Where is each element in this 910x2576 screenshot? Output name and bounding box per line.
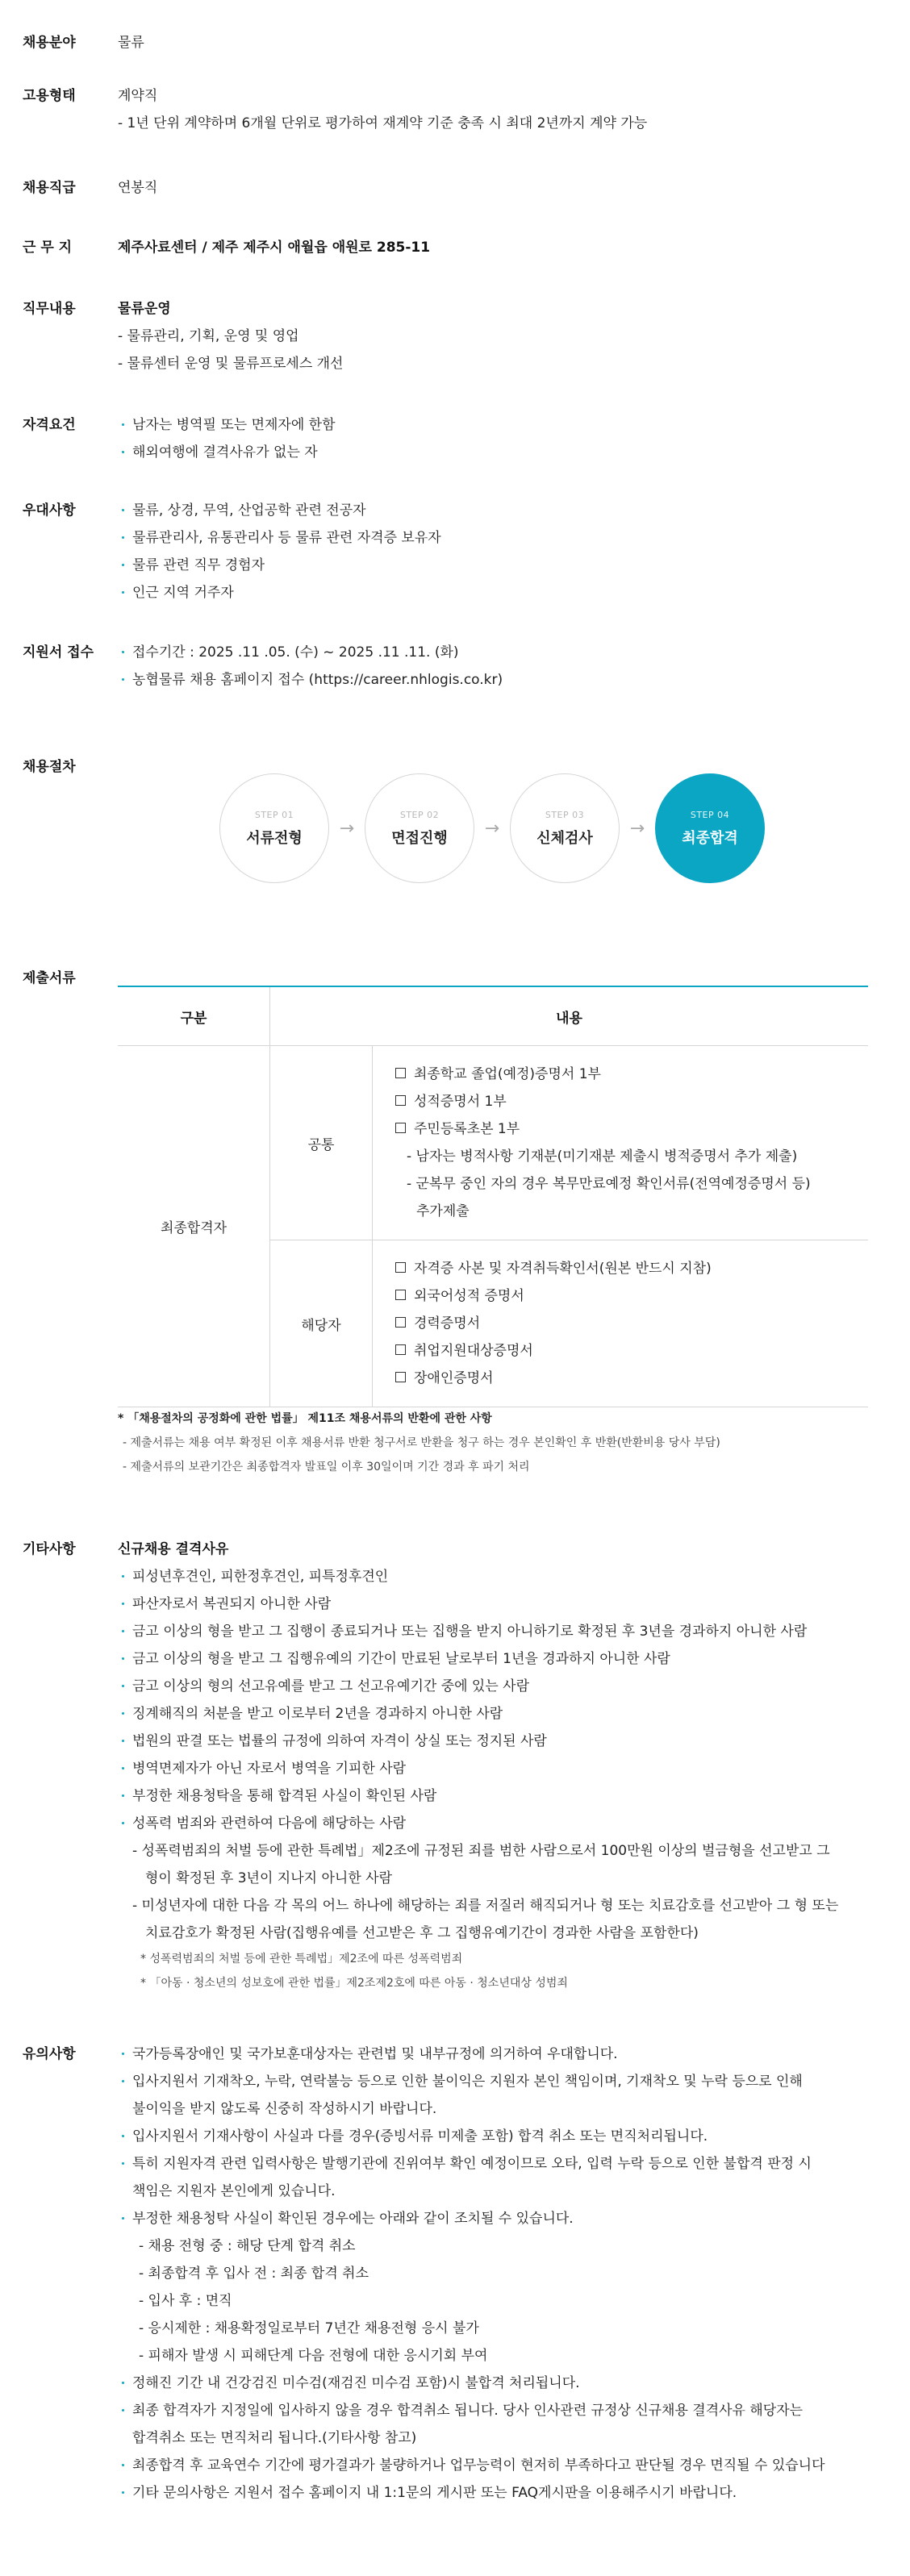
checkbox-icon [395,1262,406,1273]
qualification-item: 남자는 병역필 또는 면제자에 한함 [118,411,886,439]
checkbox-icon [395,1372,406,1382]
document-item: 취업지원대상증명서 [414,1343,533,1359]
section-application [23,639,886,694]
preference-item: 인근 지역 거주자 [118,579,886,606]
process-steps [219,768,865,889]
notice-item: 합격취소 또는 면직처리 됩니다.(기타사항 참고) [132,2430,417,2446]
application-website[interactable]: 농협물류 채용 홈페이지 접수 (https://career.nhlogis.co.kr) [118,666,886,694]
duties-item: - 물류관리, 기획, 운영 및 영업 [118,328,299,344]
document-item: 외국어성적 증명서 [414,1288,524,1304]
section-recruit-field [23,29,886,56]
column-header-type: 구분 [118,986,270,1046]
document-note: - 남자는 병적사항 기재분(미기재분 제출시 병적증명서 추가 제출) [407,1148,798,1165]
notice-item: 기타 문의사항은 지원서 접수 홈페이지 내 1:1문의 게시판 또는 FAQ게시판을 이용해주시기 바랍니다. [118,2479,886,2507]
notice-item: 최종 합격자가 지정일에 입사하지 않을 경우 합격취소 됩니다. 당사 인사관련 규정상 신규채용 결격사유 해당자는 [118,2397,886,2424]
notice-item: - 채용 전형 중 : 해당 단계 합격 취소 [139,2238,356,2254]
disqualification-subitem: 치료감호가 확정된 사람(집행유예를 선고받은 후 그 집행유예기간이 경과한 사람을 포함한다) [145,1925,699,1941]
row-label-applicable: 해당자 [270,1240,373,1407]
step-document-screening [219,773,329,883]
disqualification-subitem: 형이 확정된 후 3년이 지나지 아니한 사람 [145,1870,392,1886]
table-header-row [118,986,868,1046]
recruit-field-value: 물류 [118,35,144,51]
step-final-pass [655,773,765,883]
arrow-right-icon: → [339,818,355,839]
section-label: 채용직급 [23,180,76,196]
checkbox-icon [395,1290,406,1300]
notice-item: 불이익을 받지 않도록 신중히 작성하시기 바랍니다. [132,2101,437,2117]
notice-item: - 피해자 발생 시 피해단계 다음 전형에 대한 응시기회 부여 [139,2348,488,2364]
notice-item: 책임은 지원자 본인에게 있습니다. [132,2183,336,2199]
disqualification-item: 법원의 판결 또는 법률의 규정에 의하여 자격이 상실 또는 정지된 사람 [118,1728,886,1755]
preference-item: 물류 관련 직무 경험자 [118,552,886,579]
disqualification-subitem: - 성폭력범죄의 처벌 등에 관한 특례법」제2조에 규정된 죄를 범한 사람으로서 100만원 이상의 벌금형을 선고받고 그 [132,1843,830,1859]
duties-head: 물류운영 [118,301,171,317]
step-number: STEP 03 [545,809,585,820]
section-duties [23,295,886,377]
section-label: 직무내용 [23,301,76,317]
disqualification-item: 금고 이상의 형을 받고 그 집행이 종료되거나 또는 집행을 받지 아니하기로 확정된 후 3년을 경과하지 아니한 사람 [118,1618,886,1645]
step-medical-check [510,773,620,883]
step-title: 신체검사 [536,829,593,847]
notice-item: - 최종합격 후 입사 전 : 최종 합격 취소 [139,2265,369,2282]
section-label: 제출서류 [23,970,76,986]
row-group-final-pass: 최종합격자 [118,1046,270,1407]
step-number: STEP 01 [254,809,294,820]
documents-table [118,986,868,1407]
step-title: 서류전형 [246,829,303,847]
section-workplace [23,234,886,261]
document-note: - 군복무 중인 자의 경우 복무만료예정 확인서류(전역예정증명서 등) [407,1176,811,1192]
applicable-documents [373,1240,869,1407]
section-notice [23,2040,886,2507]
employment-type-value: 계약직 [118,88,158,104]
table-row [118,1046,868,1240]
step-title: 최종합격 [682,829,738,847]
checkbox-icon [395,1344,406,1355]
documents-note: - 제출서류는 채용 여부 확정된 이후 채용서류 반환 청구서로 반환을 청구 하는 경우 본인확인 후 반환(반환비용 당사 부담) [123,1436,720,1449]
section-label: 지원서 접수 [23,644,94,661]
step-title: 면접진행 [391,829,448,847]
footnote: * 「아동 · 청소년의 성보호에 관한 법률」제2조제2호에 따른 아동 · 청소년대상 성범죄 [140,1977,568,1990]
disqualification-item: 징계해직의 처분을 받고 이로부터 2년을 경과하지 아니한 사람 [118,1700,886,1728]
section-label: 근 무 지 [23,240,73,256]
disqualification-item: 금고 이상의 형을 받고 그 집행유예의 기간이 만료된 날로부터 1년을 경과하지 아니한 사람 [118,1645,886,1673]
notice-item: 부정한 채용청탁 사실이 확인된 경우에는 아래와 같이 조치될 수 있습니다. [118,2205,886,2232]
section-label: 유의사항 [23,2046,76,2062]
notice-list [118,2040,886,2507]
document-item: 자격증 사본 및 자격취득확인서(원본 반드시 지참) [414,1261,712,1277]
documents-note: - 제출서류의 보관기간은 최종합격자 발표일 이후 30일이며 기간 경과 후 파기 처리 [123,1461,530,1473]
document-item: 장애인증명서 [414,1370,494,1386]
job-grade-value: 연봉직 [118,180,158,196]
section-label: 기타사항 [23,1541,76,1557]
notice-item: - 입사 후 : 면직 [139,2293,232,2309]
preference-item: 물류관리사, 유통관리사 등 물류 관련 자격증 보유자 [118,524,886,552]
step-interview [365,773,474,883]
disqualification-item: 금고 이상의 형의 선고유예를 받고 그 선고유예기간 중에 있는 사람 [118,1673,886,1700]
document-item: 성적증명서 1부 [414,1094,507,1110]
workplace-value: 제주사료센터 / 제주 제주시 애월읍 애원로 285-11 [118,240,431,256]
document-item: 최종학교 졸업(예정)증명서 1부 [414,1066,601,1082]
column-header-content: 내용 [270,986,869,1046]
notice-item: - 응시제한 : 채용확정일로부터 7년간 채용전형 응시 불가 [139,2320,479,2336]
etc-head: 신규채용 결격사유 [118,1541,229,1557]
notice-item: 정해진 기간 내 건강검진 미수검(재검진 미수검 포함)시 불합격 처리됩니다. [118,2370,886,2397]
documents-note: * 「채용절차의 공정화에 관한 법률」 제11조 채용서류의 반환에 관한 사항 [118,1412,492,1425]
section-label: 채용절차 [23,759,76,775]
qualification-item: 해외여행에 결격사유가 없는 자 [118,439,886,466]
section-label: 우대사항 [23,502,76,519]
preference-item: 물류, 상경, 무역, 산업공학 관련 전공자 [118,497,886,524]
notice-item: 특히 지원자격 관련 입력사항은 발행기관에 진위여부 확인 예정이므로 오타, 입력 누락 등으로 인한 불합격 판정 시 [118,2150,886,2178]
employment-type-detail: - 1년 단위 계약하며 6개월 단위로 평가하여 재계약 기준 충족 시 최대 2년까지 계약 가능 [118,115,648,131]
checkbox-icon [395,1095,406,1106]
notice-item: 최종합격 후 교육연수 기간에 평가결과가 불량하거나 업무능력이 현저히 부족하다고 판단될 경우 면직될 수 있습니다 [118,2452,886,2479]
duties-item: - 물류센터 운영 및 물류프로세스 개선 [118,356,344,372]
notice-item: 국가등록장애인 및 국가보훈대상자는 관련법 및 내부규정에 의거하여 우대합니다. [118,2040,886,2068]
common-documents [373,1046,869,1240]
checkbox-icon [395,1317,406,1328]
section-preferences [23,497,886,606]
arrow-right-icon: → [484,818,500,839]
notice-item: 입사지원서 기재사항이 사실과 다를 경우(증빙서류 미제출 포함) 합격 취소 또는 면직처리됩니다. [118,2123,886,2150]
disqualification-item: 부정한 채용청탁을 통해 합격된 사실이 확인된 사람 [118,1782,886,1810]
disqualification-item: 파산자로서 복권되지 아니한 사람 [118,1590,886,1618]
disqualification-item: 병역면제자가 아닌 자로서 병역을 기피한 사람 [118,1755,886,1782]
application-period: 접수기간 : 2025 .11 .05. (수) ~ 2025 .11 .11. (화) [118,639,886,666]
disqualification-item: 피성년후견인, 피한정후견인, 피특정후견인 [118,1563,886,1590]
section-label: 자격요건 [23,417,76,433]
documents-notes [118,1407,868,1479]
section-qualifications [23,411,886,466]
section-job-grade [23,174,886,202]
section-employment-type [23,82,886,137]
step-number: STEP 02 [399,809,440,820]
row-label-common: 공통 [270,1046,373,1240]
section-label: 채용분야 [23,35,76,51]
checkbox-icon [395,1068,406,1078]
step-number: STEP 04 [690,809,730,820]
footnote: * 성폭력범죄의 처벌 등에 관한 특례법」제2조에 따른 성폭력범죄 [140,1953,463,1965]
checkbox-icon [395,1123,406,1133]
disqualification-subitem: - 미성년자에 대한 다음 각 목의 어느 하나에 해당하는 죄를 저질러 해직되거나 형 또는 치료감호를 선고받아 그 형 또는 [132,1898,839,1914]
section-etc [23,1536,886,1995]
arrow-right-icon: → [629,818,645,839]
document-item: 주민등록초본 1부 [414,1121,520,1137]
notice-item: 입사지원서 기재착오, 누락, 연락불능 등으로 인한 불이익은 지원자 본인 책임이며, 기재착오 및 누락 등으로 인해 [118,2068,886,2095]
disqualification-item: 성폭력 범죄와 관련하여 다음에 해당하는 사람 [118,1810,886,1837]
section-label: 고용형태 [23,88,76,104]
document-note: 추가제출 [416,1203,470,1219]
document-item: 경력증명서 [414,1315,481,1332]
